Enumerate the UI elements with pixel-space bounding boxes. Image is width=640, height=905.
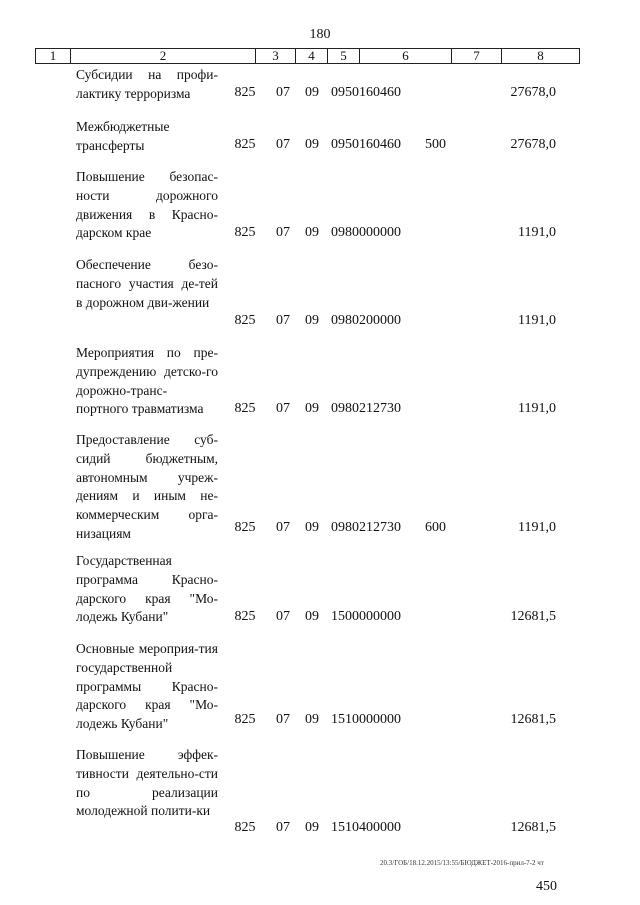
page-number-bottom: 450 [536, 879, 557, 894]
row-csr: 1510400000 [331, 820, 401, 835]
row-rz: 07 [276, 137, 290, 152]
row-name: Повышение безопас-ности дорожного движения в Красно-дарском крае [76, 169, 218, 241]
row-ved: 825 [234, 137, 256, 152]
row-rz: 07 [276, 520, 290, 535]
row-sum: 27678,0 [510, 85, 556, 100]
row-pr: 09 [305, 225, 319, 240]
row-rz: 07 [276, 401, 290, 416]
row-pr: 09 [305, 520, 319, 535]
row-name: Обеспечение безо-пасного участия де-тей в дорожном дви-жении [76, 257, 218, 310]
header-col-1: 1 [36, 49, 71, 63]
row-ved: 825 [234, 820, 256, 835]
row-sum: 1191,0 [518, 313, 556, 328]
row-rz: 07 [276, 820, 290, 835]
row-name: Межбюджетные трансферты [76, 119, 170, 153]
row-ved: 825 [234, 712, 256, 727]
row-sum: 12681,5 [510, 820, 556, 835]
row-csr: 1510000000 [331, 712, 401, 727]
row-ved: 825 [234, 401, 256, 416]
row-vr: 500 [425, 137, 446, 152]
row-pr: 09 [305, 313, 319, 328]
row-name: Государственная программа Красно-дарского края "Мо-лодежь Кубани" [76, 553, 218, 625]
row-ved: 825 [234, 520, 256, 535]
footer-document-code: 20.3/ГОБ/18.12.2015/13:55/БЮДЖЕТ-2016-прил-7-2 чт [380, 859, 544, 867]
row-name: Субсидии на профи-лактику терроризма [76, 67, 218, 101]
row-pr: 09 [305, 85, 319, 100]
row-sum: 12681,5 [510, 712, 556, 727]
row-ved: 825 [234, 85, 256, 100]
row-vr: 600 [425, 520, 446, 535]
row-rz: 07 [276, 225, 290, 240]
row-pr: 09 [305, 401, 319, 416]
row-csr: 0980000000 [331, 225, 401, 240]
row-csr: 0950160460 [331, 137, 401, 152]
row-csr: 1500000000 [331, 609, 401, 624]
row-name: Мероприятия по пре-дупреждению детско-го дорожно-транс-портного травматизма [76, 345, 218, 417]
row-name: Основные мероприя-тия государственной программы Красно-дарского края "Мо-лодежь Кубани" [76, 641, 218, 732]
row-pr: 09 [305, 820, 319, 835]
row-pr: 09 [305, 137, 319, 152]
header-col-8: 8 [537, 48, 544, 63]
row-sum: 1191,0 [518, 520, 556, 535]
header-col-4: 4 [296, 49, 328, 63]
header-col-5: 5 [328, 49, 360, 63]
header-col-7: 7 [452, 49, 502, 63]
row-sum: 27678,0 [510, 137, 556, 152]
row-rz: 07 [276, 85, 290, 100]
row-sum: 1191,0 [518, 225, 556, 240]
row-ved: 825 [234, 609, 256, 624]
row-pr: 09 [305, 712, 319, 727]
page-number-top: 180 [309, 27, 331, 42]
row-csr: 0950160460 [331, 85, 401, 100]
row-csr: 0980212730 [331, 520, 401, 535]
row-rz: 07 [276, 609, 290, 624]
row-csr: 0980212730 [331, 401, 401, 416]
row-pr: 09 [305, 609, 319, 624]
row-rz: 07 [276, 313, 290, 328]
row-sum: 12681,5 [510, 609, 556, 624]
row-rz: 07 [276, 712, 290, 727]
row-name: Повышение эффек-тивности деятельно-сти по реализации молодежной полити-ки [76, 747, 218, 819]
header-col-3: 3 [256, 49, 296, 63]
table-header-row [35, 48, 580, 64]
header-col-6: 6 [360, 49, 452, 63]
row-name: Предоставление суб-сидий бюджетным, автономным учреж-дениям и иным не-коммерческим орга-низациям [76, 432, 218, 541]
row-csr: 0980200000 [331, 313, 401, 328]
header-col-2: 2 [71, 49, 256, 63]
row-sum: 1191,0 [518, 401, 556, 416]
row-ved: 825 [234, 225, 256, 240]
row-ved: 825 [234, 313, 256, 328]
